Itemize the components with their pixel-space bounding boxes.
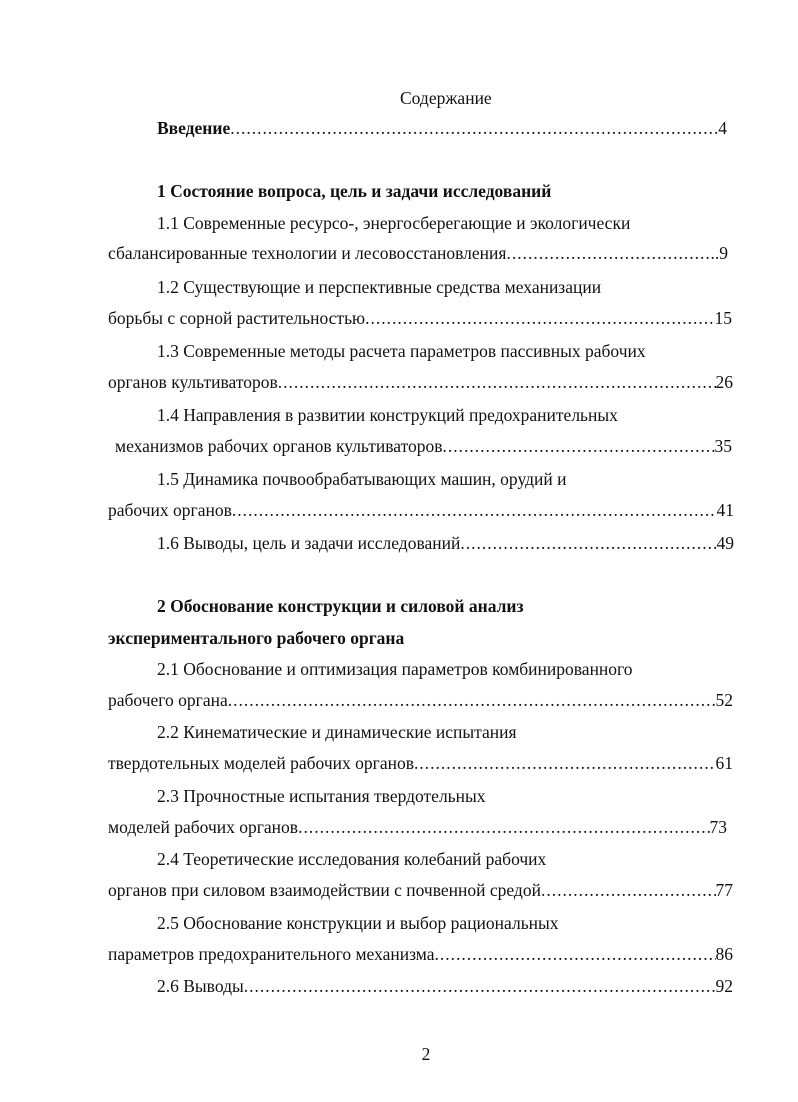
toc-entry-page: 41 (716, 500, 734, 520)
toc-entry-1-4-line1: 1.4 Направления в развитии конструкций предохранительных (157, 405, 618, 425)
chapter-2-heading-line2: экспериментального рабочего органа (108, 628, 405, 648)
chapter-2-heading-line1: 2 Обоснование конструкции и силовой анализ (157, 596, 524, 616)
toc-entry-page: ..9 (710, 243, 728, 263)
toc-entry-2-5 (108, 942, 733, 966)
toc-entry-label: твердотельных моделей рабочих органов (108, 753, 414, 773)
toc-entry-label: моделей рабочих органов (108, 817, 299, 837)
dot-leader (541, 878, 716, 902)
dot-leader (506, 241, 710, 265)
page-number: 2 (421, 1044, 431, 1064)
toc-entry-2-1 (108, 688, 733, 712)
toc-entry-page: 86 (715, 944, 733, 964)
toc-entry-page: 52 (715, 690, 733, 710)
dot-leader (443, 434, 715, 458)
toc-entry-intro (157, 116, 727, 140)
dot-leader (278, 370, 716, 394)
toc-entry-label: параметров предохранительного механизма (108, 944, 435, 964)
dot-leader (232, 498, 717, 522)
toc-entry-2-3-line1: 2.3 Прочностные испытания твердотельных (157, 786, 486, 806)
toc-entry-page: 92 (715, 976, 733, 996)
toc-entry-label: органов культиваторов (108, 372, 278, 392)
toc-entry-page: 73 (709, 817, 727, 837)
dot-leader (298, 815, 709, 839)
toc-entry-2-3 (108, 815, 727, 839)
toc-entry-1-1 (108, 241, 728, 265)
toc-entry-page: 61 (715, 753, 733, 773)
toc-entry-page: 35 (714, 436, 732, 456)
toc-entry-page: 77 (715, 880, 733, 900)
dot-leader (244, 974, 716, 998)
toc-entry-label: рабочего органа (108, 690, 228, 710)
toc-entry-2-4-line1: 2.4 Теоретические исследования колебаний рабочих (157, 849, 547, 869)
toc-entry-label: 2.6 Выводы (157, 976, 244, 996)
toc-entry-label: борьбы с сорной растительностью (108, 308, 366, 328)
dot-leader (365, 306, 714, 330)
toc-entry-label: сбалансированные технологии и лесовосстановления (108, 243, 507, 263)
toc-entry-page: 49 (716, 533, 734, 553)
toc-entry-label: рабочих органов (108, 500, 232, 520)
toc-entry-1-5-line1: 1.5 Динамика почвообрабатывающих машин, орудий и (157, 469, 567, 489)
toc-entry-page: 4 (718, 118, 727, 138)
toc-entry-1-6 (157, 531, 734, 555)
toc-entry-2-2 (108, 751, 733, 775)
dot-leader (228, 688, 716, 712)
toc-title: Содержание (400, 88, 492, 108)
dot-leader (230, 116, 718, 140)
toc-entry-1-5 (108, 498, 734, 522)
toc-entry-1-4 (115, 434, 732, 458)
toc-entry-1-2 (108, 306, 732, 330)
toc-entry-1-2-line1: 1.2 Существующие и перспективные средства механизации (157, 277, 602, 297)
chapter-1-heading: 1 Состояние вопроса, цель и задачи исследований (157, 181, 552, 201)
toc-entry-2-4 (108, 878, 733, 902)
toc-entry-2-5-line1: 2.5 Обоснование конструкции и выбор рациональных (157, 913, 559, 933)
toc-entry-1-3-line1: 1.3 Современные методы расчета параметров пассивных рабочих (157, 341, 646, 361)
toc-entry-2-6 (157, 974, 733, 998)
toc-entry-2-2-line1: 2.2 Кинематические и динамические испытания (157, 722, 517, 742)
toc-entry-page: 15 (714, 308, 732, 328)
toc-entry-label: Введение (157, 118, 231, 138)
toc-entry-1-3 (108, 370, 733, 394)
toc-entry-page: 26 (715, 372, 733, 392)
toc-entry-label: механизмов рабочих органов культиваторов (115, 436, 443, 456)
dot-leader (434, 942, 715, 966)
toc-entry-2-1-line1: 2.1 Обоснование и оптимизация параметров комбинированного (157, 659, 633, 679)
dot-leader (414, 751, 716, 775)
toc-entry-1-1-line1: 1.1 Современные ресурсо-, энергосберегающие и экологически (157, 213, 631, 233)
toc-entry-label: 1.6 Выводы, цель и задачи исследований (157, 533, 461, 553)
dot-leader (460, 531, 716, 555)
toc-entry-label: органов при силовом взаимодействии с почвенной средой (108, 880, 541, 900)
